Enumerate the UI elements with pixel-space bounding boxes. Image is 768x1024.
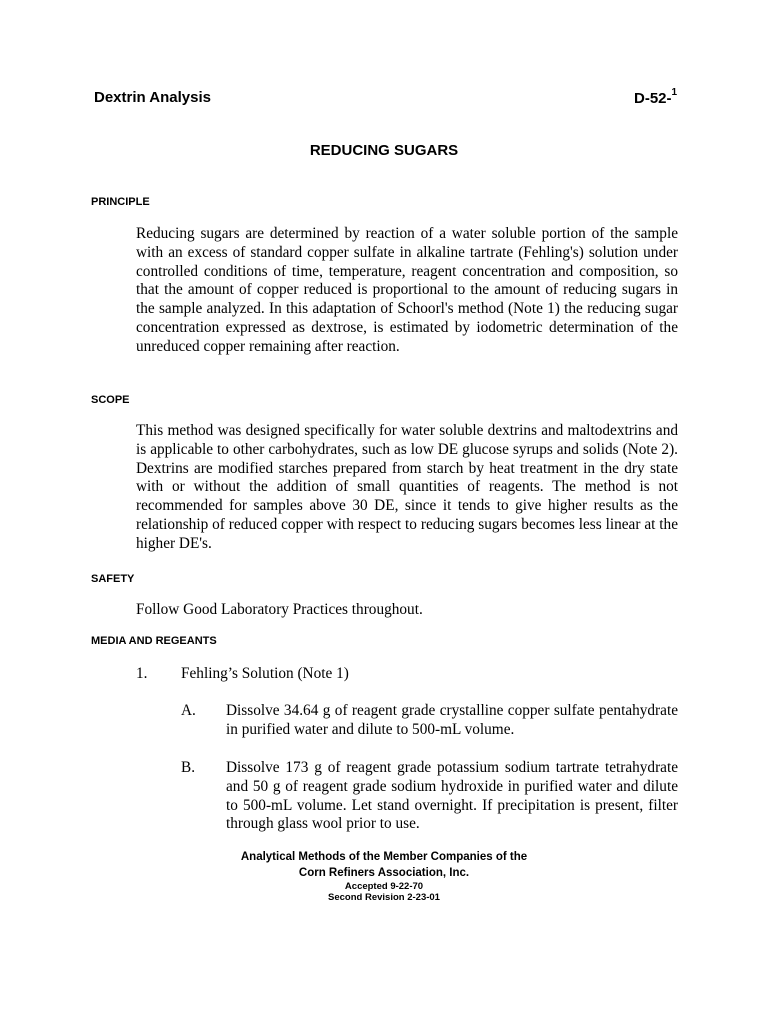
document-code-superscript: 1 [671,87,678,98]
media-heading: MEDIA AND REGEANTS [91,635,217,647]
safety-heading: SAFETY [91,573,135,585]
list-item-number: 1. [136,665,148,682]
principle-heading: PRINCIPLE [91,196,150,208]
subitem-text-a: Dissolve 34.64 g of reagent grade crystalline copper sulfate pentahydrate in purified water and dilute to 500-mL volume. [226,702,678,738]
document-category: Dextrin Analysis [94,89,211,106]
safety-text: Follow Good Laboratory Practices throughout. [136,601,423,618]
document-code-text: D-52- [634,90,672,107]
footer-line-2: Corn Refiners Association, Inc. [298,867,470,879]
footer-accepted: Accepted 9-22-70 [344,881,424,892]
scope-heading: SCOPE [91,394,130,406]
footer-revision: Second Revision 2-23-01 [328,892,440,903]
footer-line-1: Analytical Methods of the Member Companies of the [240,851,528,863]
document-code [634,89,677,107]
subitem-text-b: Dissolve 173 g of reagent grade potassium sodium tartrate tetrahydrate and 50 g of reagent grade sodium hydroxide in purified water and dilute to 500-mL volume. Let stand overnight. If precipitation is present, filter through glass wool prior to use. [226,759,678,833]
subitem-label-a: A. [181,702,196,719]
subitem-label-b: B. [181,759,196,776]
page-title: REDUCING SUGARS [309,142,459,159]
principle-text: Reducing sugars are determined by reaction of a water soluble portion of the sample with an excess of standard copper sulfate in alkaline tartrate (Fehling's) solution under controlled conditions of time, temperature, reagent concentration and composition, so that the amount of copper reduced is proportional to the amount of reducing sugars in the sample analyzed. In this adaptation of Schoorl's method (Note 1) the reducing sugar concentration expressed as dextrose, is estimated by iodometric determination of the unreduced copper remaining after reaction. [136,225,678,355]
scope-text: This method was designed specifically for water soluble dextrins and maltodextrins and is applicable to other carbohydrates, such as low DE glucose syrups and solids (Note 2). Dextrins are modified starches prepared from starch by heat treatment in the dry state with or without the addition of small quantities of reagents. The method is not recommended for samples above 30 DE, since it tends to give higher results as the relationship of reduced copper with respect to reducing sugars becomes less linear at the higher DE's. [136,422,678,552]
list-item-title: Fehling’s Solution (Note 1) [181,665,349,682]
